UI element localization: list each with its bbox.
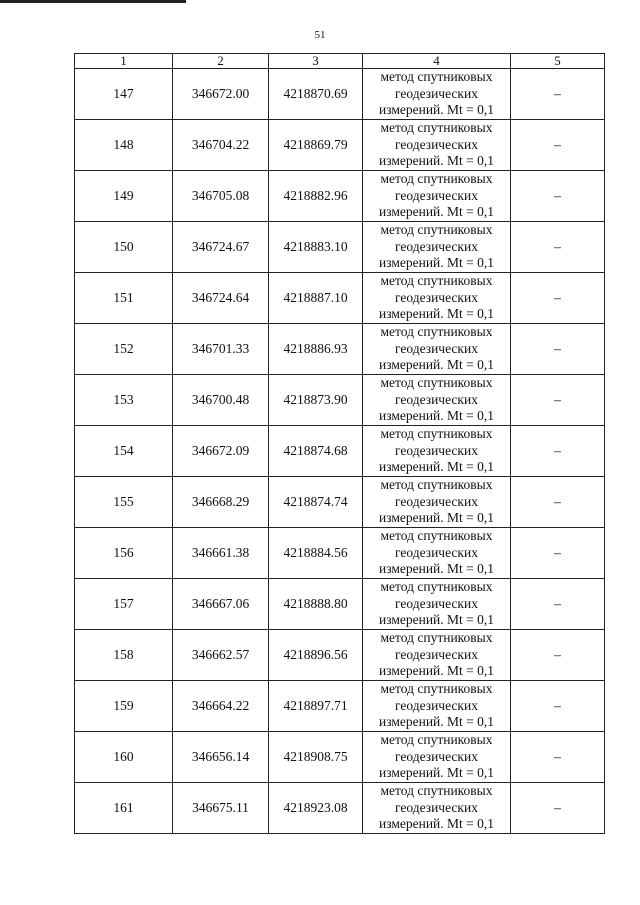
x-coordinate-cell: 346701.33 [173, 324, 269, 375]
method-text-line: метод спутниковых [380, 732, 493, 748]
method-text-line: метод спутниковых [380, 426, 493, 442]
method-text-line: измерений. Mt = 0,1 [378, 204, 495, 220]
method-text-line: метод спутниковых [380, 69, 493, 85]
point-number-cell: 150 [75, 222, 173, 273]
y-coordinate-cell: 4218874.68 [269, 426, 363, 477]
method-text-line: измерений. Mt = 0,1 [378, 459, 495, 475]
note-cell: – [511, 681, 605, 732]
table-row [75, 171, 605, 222]
method-text-line: геодезических [395, 748, 478, 764]
table-row [75, 732, 605, 783]
point-number-cell: 156 [75, 528, 173, 579]
y-coordinate-cell: 4218883.10 [269, 222, 363, 273]
method-text-line: измерений. Mt = 0,1 [378, 255, 495, 271]
y-coordinate-cell: 4218887.10 [269, 273, 363, 324]
note-cell: – [511, 528, 605, 579]
method-text-line: геодезических [395, 85, 478, 101]
method-text-line: геодезических [395, 238, 478, 254]
y-coordinate-cell: 4218870.69 [269, 69, 363, 120]
method-text-line: метод спутниковых [380, 477, 493, 493]
x-coordinate-cell: 346656.14 [173, 732, 269, 783]
table-row [75, 630, 605, 681]
method-text-line: метод спутниковых [380, 120, 493, 136]
y-coordinate-cell: 4218897.71 [269, 681, 363, 732]
page-number: 51 [314, 29, 326, 41]
method-text-line: метод спутниковых [380, 273, 493, 289]
table-row [75, 69, 605, 120]
y-coordinate-cell: 4218873.90 [269, 375, 363, 426]
table-body [75, 69, 605, 834]
point-number-cell: 161 [75, 783, 173, 834]
point-number-cell: 157 [75, 579, 173, 630]
table-row [75, 783, 605, 834]
method-text-line: измерений. Mt = 0,1 [378, 357, 495, 373]
method-text-line: измерений. Mt = 0,1 [378, 510, 495, 526]
point-number-cell: 147 [75, 69, 173, 120]
point-number-cell: 152 [75, 324, 173, 375]
method-cell [363, 273, 511, 324]
header-row [75, 54, 605, 69]
method-cell [363, 375, 511, 426]
note-cell: – [511, 732, 605, 783]
method-text-line: геодезических [395, 391, 478, 407]
x-coordinate-cell: 346700.48 [173, 375, 269, 426]
method-text-line: метод спутниковых [380, 528, 493, 544]
point-number-cell: 148 [75, 120, 173, 171]
note-cell: – [511, 222, 605, 273]
column-header-4: 4 [363, 54, 511, 69]
note-cell: – [511, 579, 605, 630]
note-cell: – [511, 273, 605, 324]
y-coordinate-cell: 4218884.56 [269, 528, 363, 579]
point-number-cell: 154 [75, 426, 173, 477]
method-text-line: геодезических [395, 493, 478, 509]
note-cell: – [511, 69, 605, 120]
method-cell [363, 630, 511, 681]
table-row [75, 681, 605, 732]
method-text-line: геодезических [395, 136, 478, 152]
method-text-line: геодезических [395, 799, 478, 815]
method-cell [363, 69, 511, 120]
method-cell [363, 681, 511, 732]
table-row [75, 426, 605, 477]
table-row [75, 120, 605, 171]
method-text-line: метод спутниковых [380, 222, 493, 238]
method-text-line: метод спутниковых [380, 171, 493, 187]
method-cell [363, 426, 511, 477]
method-text-line: измерений. Mt = 0,1 [378, 561, 495, 577]
method-text-line: геодезических [395, 340, 478, 356]
method-text-line: геодезических [395, 544, 478, 560]
y-coordinate-cell: 4218896.56 [269, 630, 363, 681]
y-coordinate-cell: 4218869.79 [269, 120, 363, 171]
table-row [75, 273, 605, 324]
method-text-line: измерений. Mt = 0,1 [378, 102, 495, 118]
method-text-line: геодезических [395, 646, 478, 662]
method-text-line: измерений. Mt = 0,1 [378, 153, 495, 169]
column-header-3: 3 [269, 54, 363, 69]
note-cell: – [511, 426, 605, 477]
method-text-line: метод спутниковых [380, 783, 493, 799]
method-cell [363, 120, 511, 171]
point-number-cell: 149 [75, 171, 173, 222]
point-number-cell: 158 [75, 630, 173, 681]
method-text-line: геодезических [395, 442, 478, 458]
method-cell [363, 528, 511, 579]
note-cell: – [511, 324, 605, 375]
table-row [75, 375, 605, 426]
top-rule [0, 0, 186, 3]
point-number-cell: 155 [75, 477, 173, 528]
x-coordinate-cell: 346704.22 [173, 120, 269, 171]
method-text-line: геодезических [395, 697, 478, 713]
method-text-line: измерений. Mt = 0,1 [378, 408, 495, 424]
method-text-line: метод спутниковых [380, 375, 493, 391]
table-row [75, 528, 605, 579]
column-header-5: 5 [511, 54, 605, 69]
method-text-line: метод спутниковых [380, 681, 493, 697]
x-coordinate-cell: 346675.11 [173, 783, 269, 834]
table-row [75, 222, 605, 273]
note-cell: – [511, 171, 605, 222]
method-text-line: измерений. Mt = 0,1 [378, 612, 495, 628]
x-coordinate-cell: 346668.29 [173, 477, 269, 528]
method-cell [363, 732, 511, 783]
note-cell: – [511, 477, 605, 528]
method-cell [363, 324, 511, 375]
x-coordinate-cell: 346724.64 [173, 273, 269, 324]
method-text-line: геодезических [395, 187, 478, 203]
method-cell [363, 222, 511, 273]
method-text-line: измерений. Mt = 0,1 [378, 663, 495, 679]
x-coordinate-cell: 346664.22 [173, 681, 269, 732]
table-row [75, 579, 605, 630]
y-coordinate-cell: 4218923.08 [269, 783, 363, 834]
y-coordinate-cell: 4218886.93 [269, 324, 363, 375]
method-cell [363, 783, 511, 834]
x-coordinate-cell: 346667.06 [173, 579, 269, 630]
x-coordinate-cell: 346672.09 [173, 426, 269, 477]
method-text-line: метод спутниковых [380, 630, 493, 646]
method-text-line: измерений. Mt = 0,1 [378, 714, 495, 730]
note-cell: – [511, 375, 605, 426]
y-coordinate-cell: 4218908.75 [269, 732, 363, 783]
method-text-line: метод спутниковых [380, 579, 493, 595]
point-number-cell: 160 [75, 732, 173, 783]
y-coordinate-cell: 4218888.80 [269, 579, 363, 630]
method-cell [363, 579, 511, 630]
point-number-cell: 151 [75, 273, 173, 324]
method-text-line: геодезических [395, 289, 478, 305]
method-text-line: метод спутниковых [380, 324, 493, 340]
x-coordinate-cell: 346672.00 [173, 69, 269, 120]
x-coordinate-cell: 346662.57 [173, 630, 269, 681]
column-header-1: 1 [75, 54, 173, 69]
coordinates-table [74, 53, 605, 834]
column-header-2: 2 [173, 54, 269, 69]
point-number-cell: 159 [75, 681, 173, 732]
table-row [75, 477, 605, 528]
note-cell: – [511, 630, 605, 681]
table-row [75, 324, 605, 375]
x-coordinate-cell: 346661.38 [173, 528, 269, 579]
method-text-line: измерений. Mt = 0,1 [378, 306, 495, 322]
point-number-cell: 153 [75, 375, 173, 426]
x-coordinate-cell: 346724.67 [173, 222, 269, 273]
note-cell: – [511, 783, 605, 834]
y-coordinate-cell: 4218874.74 [269, 477, 363, 528]
note-cell: – [511, 120, 605, 171]
x-coordinate-cell: 346705.08 [173, 171, 269, 222]
y-coordinate-cell: 4218882.96 [269, 171, 363, 222]
method-cell [363, 171, 511, 222]
method-text-line: измерений. Mt = 0,1 [378, 816, 495, 832]
method-cell [363, 477, 511, 528]
method-text-line: измерений. Mt = 0,1 [378, 765, 495, 781]
method-text-line: геодезических [395, 595, 478, 611]
